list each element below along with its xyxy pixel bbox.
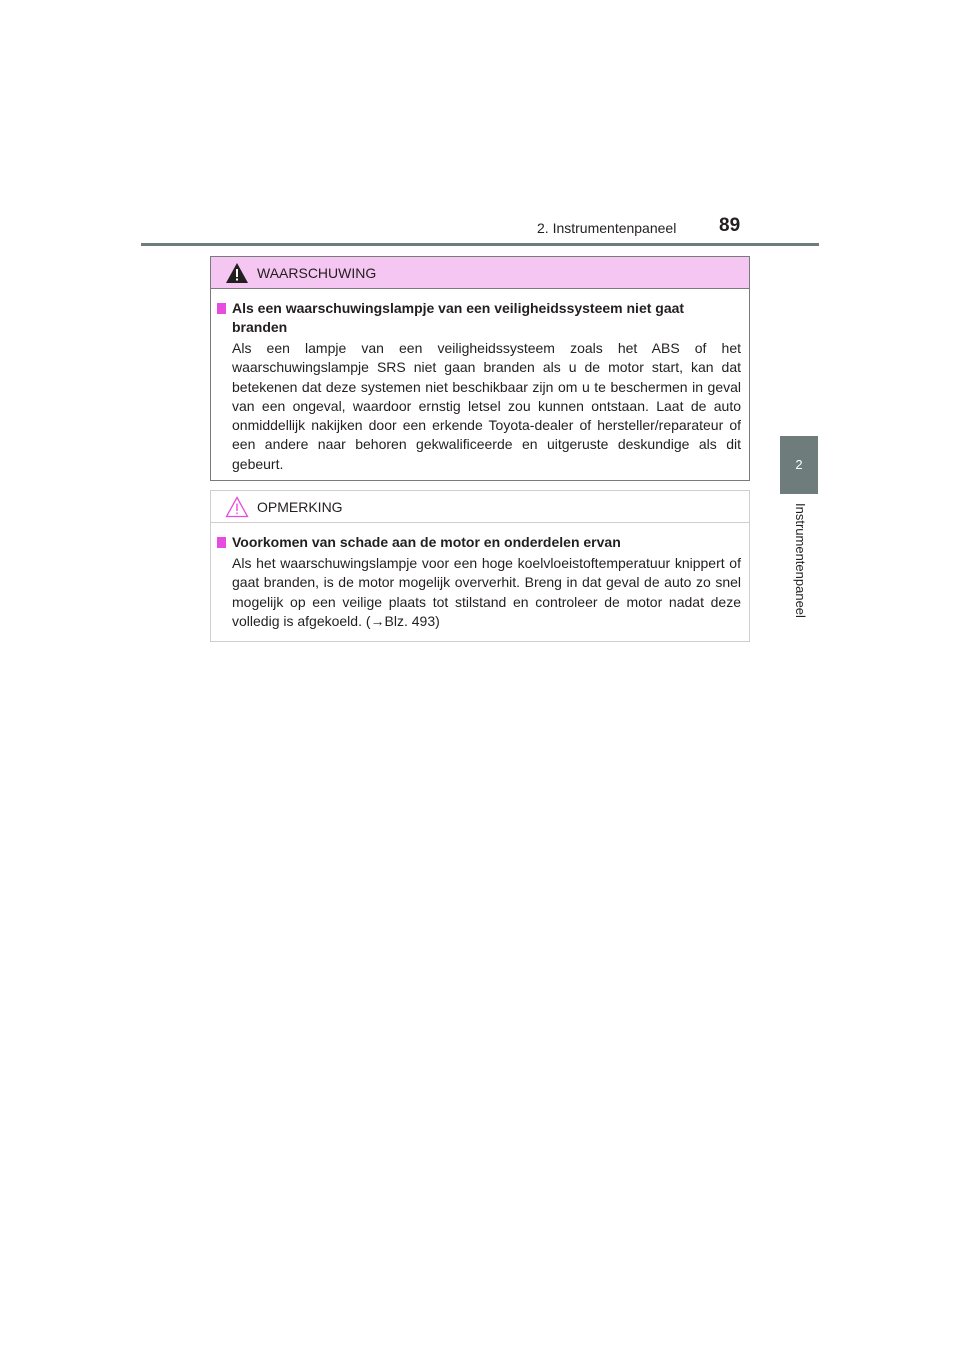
section-title: 2. Instrumentenpaneel bbox=[537, 220, 677, 236]
notice-body bbox=[211, 523, 749, 631]
notice-title: OPMERKING bbox=[257, 498, 343, 515]
bullet-square-icon bbox=[217, 537, 226, 548]
notice-header bbox=[211, 491, 749, 523]
caution-triangle-icon bbox=[225, 496, 249, 518]
warning-header bbox=[211, 257, 749, 289]
warning-box bbox=[210, 256, 750, 481]
warning-paragraph: Als een lampje van een veiligheidssysteem zoals het ABS of het waarschuwingslampje SRS niet gaan branden als u de motor start, kan dat betekenen dat deze systemen niet beschikbaar zijn om u te beschermen in geval van een ongeval, waardoor ernstig letsel zou kunnen ontstaan. Laat de auto onmiddellijk nakijken door een erkende Toyota-dealer of hersteller/reparateur of een andere naar behoren gekwalificeerde en uitgeruste deskundige als dit gebeurt. bbox=[232, 340, 741, 472]
notice-heading-text: Voorkomen van schade aan de motor en onderdelen ervan bbox=[232, 534, 621, 550]
warning-body bbox=[211, 289, 749, 474]
chapter-label: Instrumentenpaneel bbox=[793, 503, 808, 618]
header-rule bbox=[141, 243, 819, 246]
warning-title: WAARSCHUWING bbox=[257, 264, 377, 281]
bullet-square-icon bbox=[217, 303, 226, 314]
notice-box bbox=[210, 490, 750, 642]
chapter-tab[interactable]: 2 bbox=[780, 436, 818, 494]
notice-item-heading bbox=[217, 533, 741, 552]
notice-paragraph: Als het waarschuwingslampje voor een hoge koelvloeistoftemperatuur knippert of gaat branden, is de motor mogelijk oververhit. Breng in dat geval de auto zo snel mogelijk op een veilige plaats tot stilstand en controleer de motor nadat deze volledig is afgekoeld. (→Blz. 493) bbox=[232, 555, 741, 629]
warning-item-heading bbox=[217, 299, 741, 337]
warning-heading-text: Als een waarschuwingslampje van een veiligheidssysteem niet gaat branden bbox=[232, 300, 685, 335]
page-number: 89 bbox=[719, 215, 741, 236]
warning-triangle-icon bbox=[225, 262, 249, 284]
